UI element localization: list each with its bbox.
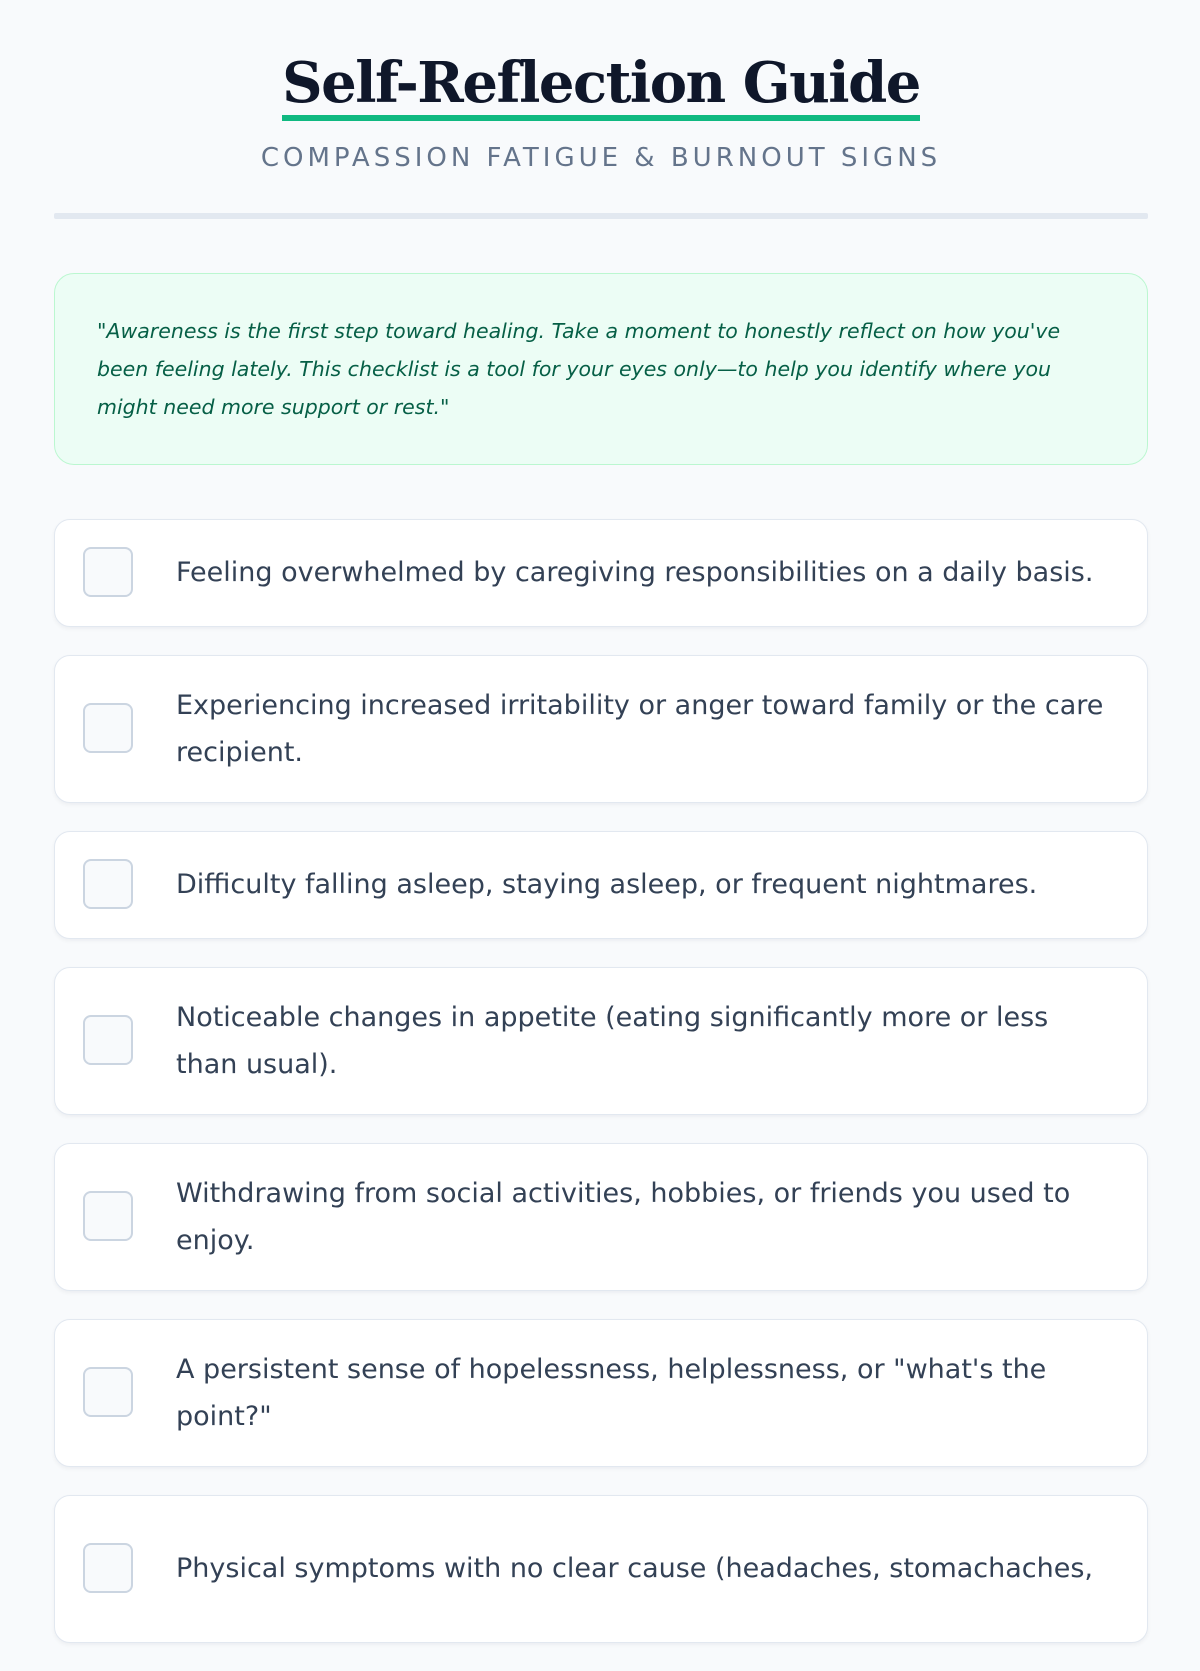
- checklist-item[interactable]: [54, 519, 1148, 627]
- checklist-item-label: A persistent sense of hopelessness, helplessness, or "what's the point?": [176, 1353, 1047, 1432]
- page-title: Self-Reflection Guide: [282, 52, 920, 121]
- checkbox[interactable]: [83, 1367, 133, 1417]
- checklist-item[interactable]: [54, 831, 1148, 939]
- checklist-item[interactable]: [54, 967, 1148, 1115]
- header-divider: [54, 213, 1148, 219]
- checklist-item[interactable]: [54, 1143, 1148, 1291]
- checkbox[interactable]: [83, 703, 133, 753]
- page-header: [54, 0, 1148, 219]
- intro-quote-text: "Awareness is the first step toward healing. Take a moment to honestly reflect on how you've been feeling lately. This checklist is a tool for your eyes only—to help you identify where you might need more support or rest.": [97, 318, 1061, 419]
- checklist-item-label: Physical symptoms with no clear cause (headaches, stomachaches,: [176, 1553, 1094, 1585]
- checkbox[interactable]: [83, 1191, 133, 1241]
- checklist-item[interactable]: [54, 1495, 1148, 1643]
- checklist-item-label: Difficulty falling asleep, staying asleep, or frequent nightmares.: [176, 869, 1038, 901]
- checklist-item[interactable]: [54, 1319, 1148, 1467]
- intro-quote-box: [54, 273, 1148, 465]
- checklist-item-label: Noticeable changes in appetite (eating significantly more or less than usual).: [176, 1001, 1049, 1080]
- burnout-checklist: [54, 519, 1148, 1643]
- checkbox[interactable]: [83, 1543, 133, 1593]
- checklist-item-label: Experiencing increased irritability or anger toward family or the care recipient.: [176, 689, 1104, 768]
- checklist-item-label: Withdrawing from social activities, hobbies, or friends you used to enjoy.: [176, 1177, 1071, 1256]
- checkbox[interactable]: [83, 1015, 133, 1065]
- checklist-item-label: Feeling overwhelmed by caregiving responsibilities on a daily basis.: [176, 557, 1094, 589]
- checkbox[interactable]: [83, 859, 133, 909]
- page-subtitle: COMPASSION FATIGUE & BURNOUT SIGNS: [260, 142, 942, 173]
- checkbox[interactable]: [83, 547, 133, 597]
- checklist-item[interactable]: [54, 655, 1148, 803]
- self-reflection-page: [54, 0, 1148, 1671]
